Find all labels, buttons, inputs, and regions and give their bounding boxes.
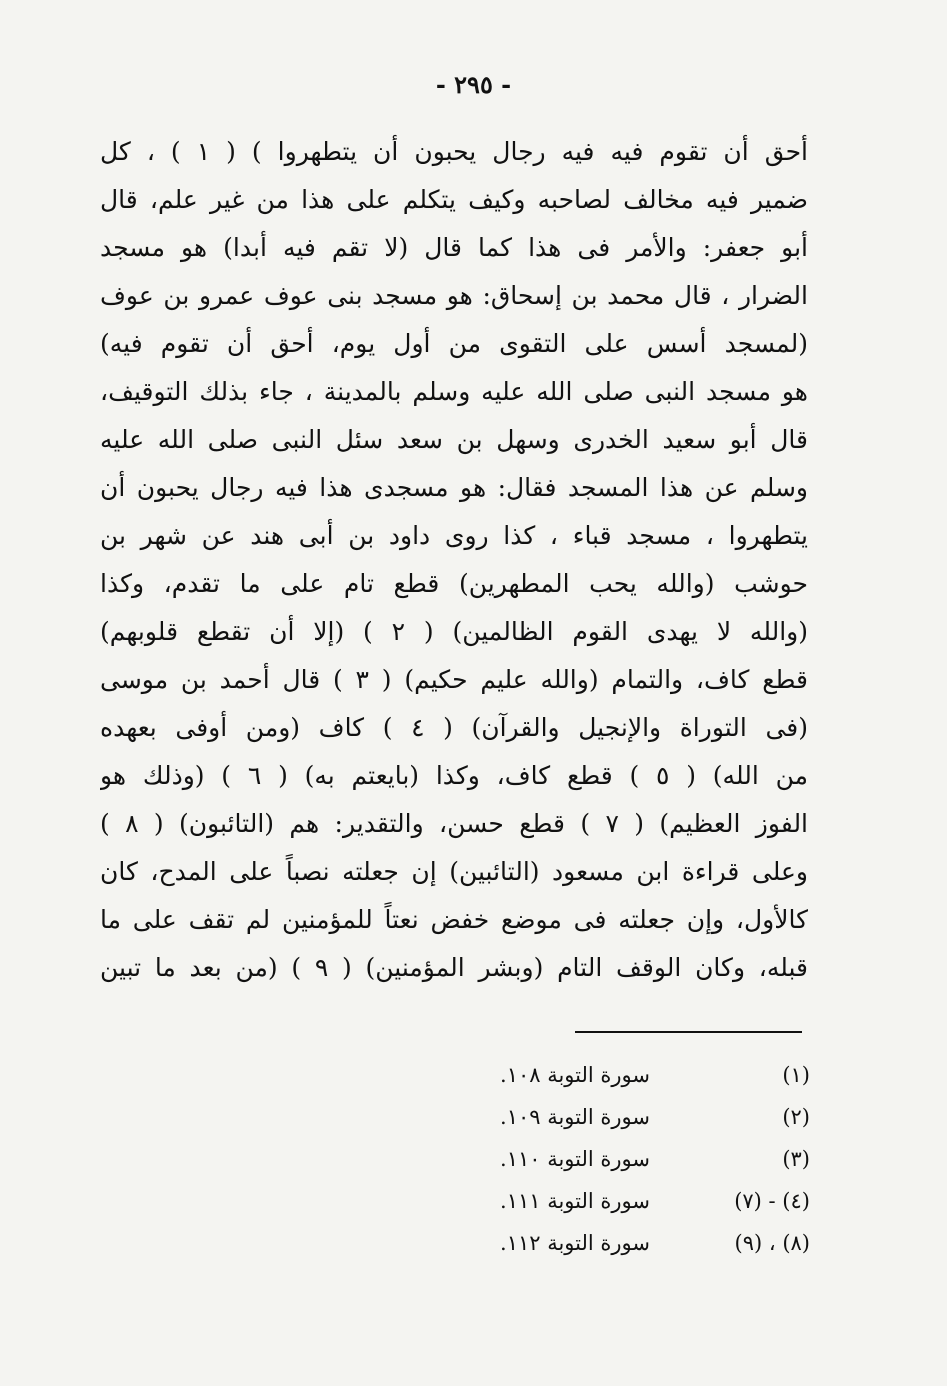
footnote (480, 1096, 810, 1138)
footnote-reference: سورة التوبة ١٠٨. (500, 1063, 650, 1087)
text-line: ضمير فيه مخالف لصاحبه وكيف يتكلم على هذا من غير علم، قال (100, 185, 808, 214)
text-line: قطع كاف، والتمام (والله عليم حكيم) ( ٣ ) قال أحمد بن موسى (100, 665, 808, 694)
text-line: (فى التوراة والإنجيل والقرآن) ( ٤ ) كاف (ومن أوفى بعهده (100, 713, 808, 742)
footnote-mark: (١) (782, 1063, 810, 1087)
footnote-divider (575, 1031, 802, 1033)
footnotes (480, 1054, 810, 1264)
footnote-mark: (٢) (782, 1105, 810, 1129)
footnote (480, 1180, 810, 1222)
text-line: (لمسجد أسس على التقوى من أول يوم، أحق أن تقوم فيه) (100, 329, 808, 358)
text-line: أبو جعفر: والأمر فى هذا كما قال (لا تقم فيه أبدا) هو مسجد (100, 233, 808, 262)
text-line: حوشب (والله يحب المطهرين) قطع تام على ما تقدم، وكذا (100, 569, 808, 598)
text-line: الفوز العظيم) ( ٧ ) قطع حسن، والتقدير: هم (التائبون) ( ٨ ) (100, 809, 808, 838)
main-text (100, 128, 808, 992)
text-line: الضرار ، قال محمد بن إسحاق: هو مسجد بنى عوف عمرو بن عوف (100, 281, 808, 310)
footnote-reference: سورة التوبة ١١٠. (500, 1147, 650, 1171)
text-line: وعلى قراءة ابن مسعود (التائبين) إن جعلته نصباً على المدح، كان (100, 857, 808, 886)
text-line: يتطهروا ، مسجد قباء ، كذا روى داود بن أبى هند عن شهر بن (100, 521, 808, 550)
footnote (480, 1138, 810, 1180)
footnote-reference: سورة التوبة ١٠٩. (500, 1105, 650, 1129)
text-line: هو مسجد النبى صلى الله عليه وسلم بالمدينة ، جاء بذلك التوقيف، (100, 377, 808, 406)
footnote (480, 1054, 810, 1096)
footnote (480, 1222, 810, 1264)
footnote-mark: (٨) ، (٩) (734, 1231, 810, 1255)
text-line: كالأول، وإن جعلته فى موضع خفض نعتاً للمؤمنين لم تقف على ما (100, 905, 808, 934)
text-line: من الله) ( ٥ ) قطع كاف، وكذا (بايعتم به) ( ٦ ) (وذلك هو (100, 761, 808, 790)
footnote-reference: سورة التوبة ١١١. (500, 1189, 650, 1213)
text-line: (والله لا يهدى القوم الظالمين) ( ٢ ) (إلا أن تقطع قلوبهم) (100, 617, 808, 646)
text-line: قال أبو سعيد الخدرى وسهل بن سعد سئل النبى صلى الله عليه (100, 425, 808, 454)
text-line: أحق أن تقوم فيه فيه رجال يحبون أن يتطهروا ) ( ١ ) ، كل (100, 137, 808, 166)
footnote-mark: (٤) - (٧) (734, 1189, 810, 1213)
text-line: قبله، وكان الوقف التام (وبشر المؤمنين) ( ٩ ) (من بعد ما تبين (100, 953, 808, 982)
footnote-reference: سورة التوبة ١١٢. (500, 1231, 650, 1255)
page-number: - ٢٩٥ - (435, 70, 512, 99)
footnote-mark: (٣) (782, 1147, 810, 1171)
text-line: وسلم عن هذا المسجد فقال: هو مسجدى هذا فيه رجال يحبون أن (100, 473, 808, 502)
